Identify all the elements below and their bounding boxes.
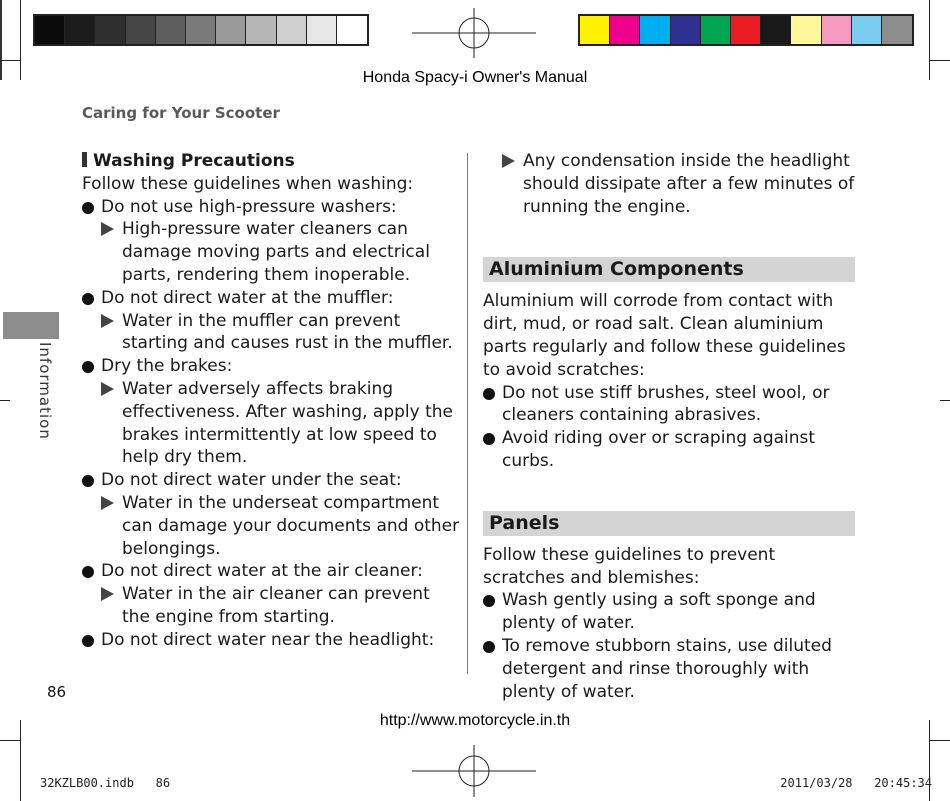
bullet-icon [82,635,94,647]
aluminium-intro: Aluminium will corrode from contact with dirt, mud, or road salt. Clean aluminium parts regularly and follow these guidelines to avoid scratches: [483,291,846,380]
bullet-icon [82,361,94,373]
list-note: Water in the underseat compartment can damage your documents and other belongings. [82,492,462,560]
crop-mark [0,400,10,401]
crop-mark [0,0,2,80]
heading-marker-icon [82,152,87,167]
list-item: Dry the brakes: [82,355,462,378]
color-swatch [852,16,882,44]
list-note: Water in the muffler can prevent starting and causes rust in the muffler. [82,310,462,356]
list-item: To remove stubborn stains, use diluted detergent and rinse thoroughly with plenty of water. [483,635,855,703]
panels-heading: Panels [483,511,855,536]
crop-mark [930,740,950,741]
bullet-icon [483,595,495,607]
gray-swatch [186,16,216,44]
column-divider [467,153,468,674]
color-swatch [610,16,640,44]
gray-calibration-bar [33,14,369,46]
bullet-icon [82,202,94,214]
arrow-right-icon [101,496,114,510]
color-swatch [761,16,791,44]
gray-swatch [156,16,186,44]
bullet-icon [82,293,94,305]
list-item: Wash gently using a soft sponge and plenty of water. [483,589,855,635]
washing-heading: Washing Precautions [82,150,462,173]
list-item: Do not direct water near the headlight: [82,629,462,652]
gray-swatch [246,16,276,44]
right-column [483,150,855,703]
crop-mark [0,60,20,61]
list-item: Do not direct water at the muffler: [82,287,462,310]
continued-note: Any condensation inside the headlight should dissipate after a few minutes of running the engine. [483,150,855,218]
color-swatch [580,16,610,44]
list-item: Do not direct water under the seat: [82,469,462,492]
color-swatch [701,16,731,44]
aluminium-heading: Aluminium Components [483,257,855,282]
crop-mark [929,0,930,80]
crop-mark [0,740,20,741]
panels-intro: Follow these guidelines to prevent scratches and blemishes: [483,544,776,588]
list-note: Water adversely affects braking effectiveness. After washing, apply the brakes intermittently at low speed to help dry them. [82,378,462,469]
registration-target-icon [412,745,536,797]
bullet-icon [82,475,94,487]
crop-mark [930,60,950,61]
gray-swatch [95,16,125,44]
color-swatch [791,16,821,44]
washing-intro: Follow these guidelines when washing: [82,173,414,194]
arrow-right-icon [101,314,114,328]
list-item: Do not use stiff brushes, steel wool, or cleaners containing abrasives. [483,382,855,428]
color-calibration-bar [578,14,914,46]
arrow-right-icon [101,222,114,236]
list-item: Avoid riding over or scraping against curbs. [483,427,855,473]
arrow-right-icon [502,154,515,168]
list-item: Do not use high-pressure washers: [82,196,462,219]
section-heading: Caring for Your Scooter [82,104,280,122]
crop-mark [20,0,21,80]
arrow-right-icon [101,587,114,601]
list-note: Water in the air cleaner can prevent the engine from starting. [82,583,462,629]
bullet-icon [483,388,495,400]
crop-mark [940,400,950,401]
list-item: Do not direct water at the air cleaner: [82,560,462,583]
left-column [82,150,462,652]
gray-swatch [277,16,307,44]
footer-url[interactable]: http://www.motorcycle.in.th [379,712,571,729]
gray-swatch [307,16,337,44]
crop-mark [20,720,21,801]
page-number: 86 [47,683,67,701]
arrow-right-icon [101,382,114,396]
bullet-icon [82,566,94,578]
color-swatch [671,16,701,44]
color-swatch [731,16,761,44]
gray-swatch [216,16,246,44]
document-title: Honda Spacy-i Owner's Manual [362,69,588,86]
side-tab [3,312,59,339]
print-slug-file: 32KZLB00.indb 86 [40,776,171,790]
color-swatch [640,16,670,44]
list-note: High-pressure water cleaners can damage moving parts and electrical parts, rendering them inoperable. [82,218,462,286]
gray-swatch [126,16,156,44]
bullet-icon [483,641,495,653]
color-swatch [882,16,912,44]
registration-target-icon [412,8,536,58]
print-slug-timestamp: 2011/03/28 20:45:34 [780,776,932,790]
color-swatch [822,16,852,44]
gray-swatch [65,16,95,44]
gray-swatch [337,16,367,44]
side-tab-label: Information [36,342,54,440]
bullet-icon [483,433,495,445]
gray-swatch [35,16,65,44]
